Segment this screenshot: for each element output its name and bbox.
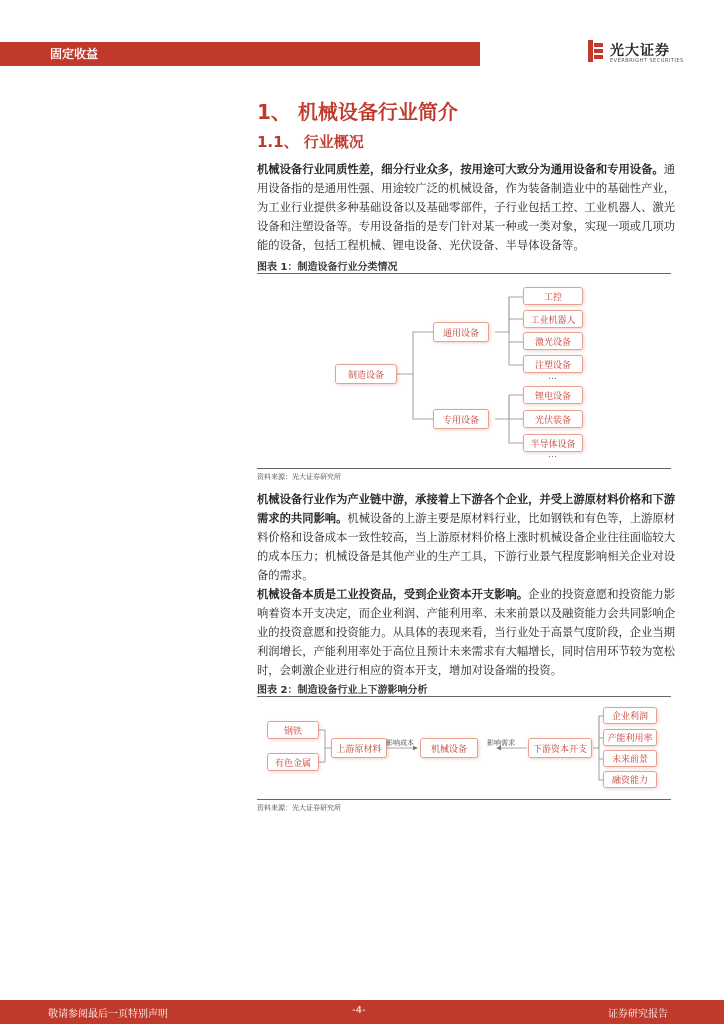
- node-industrial-control: 工控: [523, 287, 583, 305]
- node-steel: 钢铁: [267, 721, 319, 739]
- paragraph-3-lead: 机械设备本质是工业投资品，受到企业资本开支影响。: [257, 588, 529, 601]
- figure-2-rule: [257, 696, 671, 697]
- node-lithium-equipment: 锂电设备: [523, 386, 583, 404]
- page-number: -4-: [352, 1005, 366, 1016]
- node-general-equipment: 通用设备: [433, 322, 489, 342]
- paragraph-2: [257, 490, 675, 585]
- node-financing-ability: 融资能力: [603, 771, 657, 788]
- paragraph-2-lead: 机械设备行业作为产业链中游，承接着上下游各个企业，并受上游原材料价格和下游需求的共同影响。: [257, 493, 675, 525]
- node-special-equipment: 专用设备: [433, 409, 489, 429]
- footer-disclaimer: 敬请参阅最后一页特别声明: [48, 1009, 168, 1020]
- figure-2-source: 资料来源：光大证券研究所: [257, 804, 341, 812]
- paragraph-2-body: 机械设备的上游主要是原材料行业，比如钢铁和有色等，上游原材料价格和设备成本一致性较高，当上游原材料价格上涨时机械设备企业往往面临较大的成本压力；机械设备是其他产业的生产工具，下游行业景气程度影响相关企业对设备的需求。: [257, 512, 676, 582]
- label-affects-cost: 影响成本: [386, 739, 414, 747]
- figure-2-title: 图表 2：制造设备行业上下游影响分析: [257, 685, 428, 696]
- section-subtitle: 1.1、 行业概况: [257, 133, 364, 151]
- node-nonferrous-metals: 有色金属: [267, 753, 319, 771]
- paragraph-3: [257, 585, 675, 680]
- figure-1-rule: [257, 273, 671, 274]
- paragraph-1-body: 通用设备指的是通用性强、用途较广泛的机械设备，作为装备制造业中的基础性产业，为工业行业提供多种基础设备以及基础零部件，子行业包括工控、工业机器人、激光设备和注塑设备等。专用设备指的是专门针对某一种或一类对象，实现一项或几项功能的设备，包括工程机械、锂电设备、光伏设备、半导体设备等。: [257, 163, 676, 252]
- header-tag: 固定收益: [50, 47, 99, 61]
- figure-1-connectors: [257, 278, 671, 466]
- logo-mark-icon: [586, 38, 606, 64]
- label-affects-demand: 影响需求: [487, 739, 515, 747]
- everbright-logo: [586, 38, 696, 68]
- node-capacity-utilization: 产能利用率: [603, 729, 657, 746]
- general-ellipsis: …: [548, 372, 557, 382]
- node-corporate-profit: 企业利润: [603, 707, 657, 724]
- footer-report-type: 证券研究报告: [608, 1009, 668, 1020]
- node-pv-equipment: 光伏装备: [523, 410, 583, 428]
- node-upstream-materials: 上游原材料: [331, 738, 387, 758]
- logo-text: 光大证券: [610, 43, 670, 59]
- node-mechanical-equipment: 机械设备: [420, 738, 478, 758]
- special-ellipsis: …: [548, 450, 557, 460]
- footer-bar: [0, 1000, 724, 1024]
- section-title: 1、 机械设备行业简介: [257, 100, 458, 124]
- header-tag-bar: [0, 42, 480, 64]
- figure-1-title: 图表 1：制造设备行业分类情况: [257, 262, 398, 273]
- figure-1-bottom-rule: [257, 468, 671, 469]
- paragraph-1-lead: 机械设备行业同质性差，细分行业众多，按用途可大致分为通用设备和专用设备。: [257, 163, 664, 176]
- logo-subtext: EVERBRIGHT SECURITIES: [610, 58, 684, 64]
- node-semiconductor-equipment: 半导体设备: [523, 434, 583, 452]
- node-manufacturing-equipment: 制造设备: [335, 364, 397, 384]
- node-future-outlook: 未来前景: [603, 750, 657, 767]
- node-injection-molding: 注塑设备: [523, 355, 583, 373]
- paragraph-1: [257, 160, 675, 255]
- figure-2-bottom-rule: [257, 799, 671, 800]
- node-laser-equipment: 激光设备: [523, 332, 583, 350]
- node-industrial-robot: 工业机器人: [523, 310, 583, 328]
- node-downstream-capex: 下游资本开支: [528, 738, 592, 758]
- figure-1-source: 资料来源：光大证券研究所: [257, 473, 341, 481]
- header-divider: [0, 64, 480, 66]
- paragraph-3-body: 企业的投资意愿和投资能力影响着资本开支决定，而企业利润、产能利用率、未来前景以及融资能力会共同影响企业的投资意愿和投资能力。从具体的表现来看，当行业处于高景气度阶段，企业当期利润增长，产能利用率处于高位且预计未来需求有大幅增长，同时信用环节较为宽松时，会刺激企业进行相应的资本开支，增加对设备端的投资。: [257, 588, 676, 677]
